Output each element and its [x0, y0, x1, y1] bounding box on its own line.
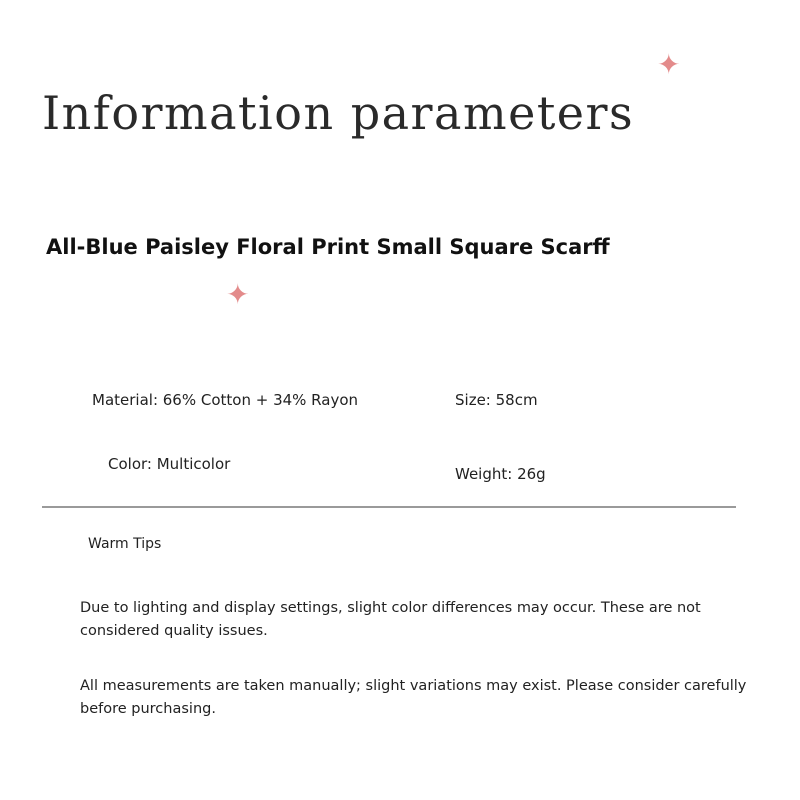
tip-color-difference: Due to lighting and display settings, slight color differences may occur. These are not considered quality issues.: [80, 600, 701, 639]
param-color: Color: Multicolor: [108, 455, 231, 473]
warm-tips-heading: Warm Tips: [88, 536, 162, 552]
section-divider: [42, 506, 736, 508]
page-heading: Information parameters: [42, 86, 635, 140]
product-title: All-Blue Paisley Floral Print Small Square Scarff: [46, 235, 610, 259]
param-weight: Weight: 26g: [455, 465, 546, 483]
param-size: Size: 58cm: [455, 391, 538, 409]
sparkle-icon: ✦: [226, 278, 250, 311]
param-material: Material: 66% Cotton + 34% Rayon: [92, 391, 359, 409]
sparkle-icon: ✦: [657, 48, 681, 81]
tip-manual-measurement: All measurements are taken manually; slight variations may exist. Please consider carefully before purchasing.: [80, 678, 747, 717]
